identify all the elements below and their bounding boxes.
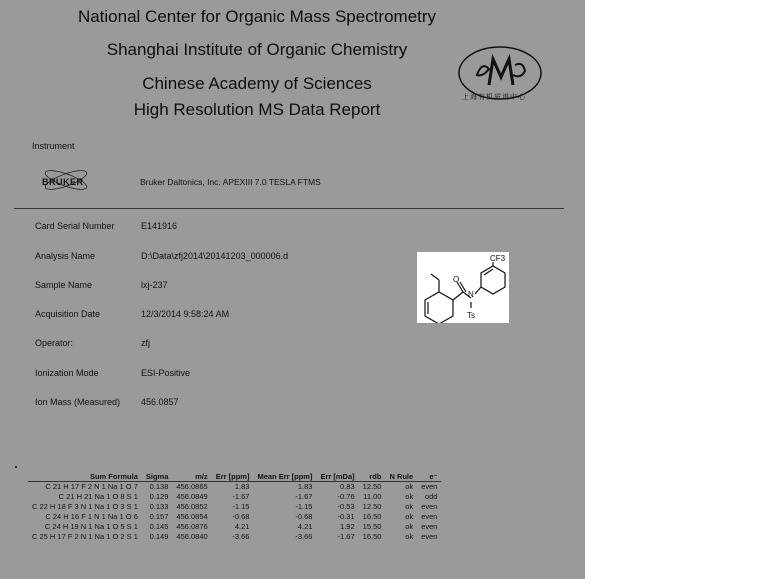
cell-electron: even	[421, 512, 438, 521]
logo-caption: 上海有机质谱中心	[462, 94, 526, 101]
cell-mean-err-ppm: -0.68	[295, 512, 313, 521]
cell-mean-err-ppm: -1.15	[295, 502, 313, 511]
field-value-acquisition-date: 12/3/2014 9:58:24 AM	[141, 309, 230, 319]
field-label-analysis-name: Analysis Name	[35, 251, 96, 261]
cell-sigma: 0.149	[149, 532, 169, 541]
cell-n-rule: ok	[405, 512, 414, 521]
cell-mz: 456.0852	[176, 502, 208, 511]
field-label-acquisition-date: Acquisition Date	[35, 309, 101, 319]
bruker-wordmark: BRUKER	[42, 177, 84, 187]
cell-mz: 456.0865	[176, 482, 208, 491]
cell-err-mda: 0.83	[340, 482, 355, 491]
chemical-structure-image	[417, 252, 509, 323]
table-row	[28, 482, 441, 493]
cell-rdb: 16.50	[362, 532, 382, 541]
col-header-sum-formula: Sum Formula	[28, 472, 142, 482]
cell-formula: C 24 H 19 N 1 Na 1 O 5 S 1	[44, 522, 138, 531]
cell-formula: C 21 H 21 Na 1 O 8 S 1	[58, 492, 138, 501]
report-title-line2: Shanghai Institute of Organic Chemistry	[106, 40, 408, 59]
cell-mz: 456.0849	[176, 492, 208, 501]
cell-n-rule: ok	[405, 522, 414, 531]
field-label-card-serial: Card Serial Number	[35, 221, 115, 231]
structure-cf3-label: CF3	[490, 254, 506, 263]
cell-err-ppm: -3.66	[232, 532, 250, 541]
formula-results-table	[28, 472, 441, 542]
col-header-mz: m/z	[172, 472, 211, 482]
cell-formula: C 24 H 16 F 1 N 1 Na 1 O 6	[45, 512, 138, 521]
cell-err-ppm: 1.83	[234, 482, 250, 491]
col-header-err-mda: Err [mDa]	[316, 472, 358, 482]
cell-rdb: 11.00	[363, 492, 382, 501]
cell-mz: 456.0854	[176, 512, 208, 521]
cell-err-mda: -0.53	[337, 502, 355, 511]
cell-n-rule: ok	[405, 492, 414, 501]
report-title-line1: National Center for Organic Mass Spectrometry	[77, 7, 437, 26]
cell-err-ppm: -0.68	[232, 512, 250, 521]
col-header-mean-err-ppm: Mean Err [ppm]	[253, 472, 316, 482]
cell-rdb: 15.50	[362, 522, 382, 531]
field-label-operator: Operator:	[35, 338, 74, 348]
scan-speck	[15, 466, 17, 468]
cell-mz: 456.0876	[176, 522, 208, 531]
cell-mean-err-ppm: -1.67	[295, 492, 313, 501]
cell-err-mda: -1.67	[337, 532, 355, 541]
table-row	[28, 532, 441, 542]
cell-sigma: 0.138	[149, 482, 169, 491]
cell-mean-err-ppm: -3.66	[295, 532, 313, 541]
table-row	[28, 522, 441, 532]
field-value-card-serial: E141916	[141, 221, 178, 231]
col-header-rdb: rdb	[359, 472, 386, 482]
cell-err-ppm: -1.67	[232, 492, 250, 501]
cell-n-rule: ok	[405, 532, 414, 541]
field-value-analysis-name: D:\Data\zfj2014\20141203_000006.d	[141, 251, 289, 261]
field-label-ionization-mode: Ionization Mode	[35, 368, 99, 378]
col-header-err-ppm: Err [ppm]	[212, 472, 254, 482]
table-header-row	[28, 472, 441, 482]
report-title-line4: High Resolution MS Data Report	[133, 100, 381, 119]
instrument-label: Instrument	[32, 141, 75, 151]
cell-sigma: 0.129	[149, 492, 169, 501]
cell-sigma: 0.145	[149, 522, 169, 531]
table-row	[28, 502, 441, 512]
cell-formula: C 21 H 17 F 2 N 1 Na 1 O 7	[45, 482, 138, 491]
cell-electron: even	[421, 522, 438, 531]
structure-ts-label: Ts	[467, 311, 475, 320]
field-label-ion-mass: Ion Mass (Measured)	[35, 397, 121, 407]
cell-sigma: 0.157	[149, 512, 169, 521]
field-value-sample-name: lxj-237	[141, 280, 168, 290]
field-label-sample-name: Sample Name	[35, 280, 93, 290]
cell-err-ppm: 4.21	[234, 522, 250, 531]
table-row	[28, 512, 441, 522]
cell-rdb: 12.50	[362, 482, 382, 491]
report-title-line3: Chinese Academy of Sciences	[142, 74, 372, 93]
cell-electron: odd	[424, 492, 438, 501]
col-header-sigma: Sigma	[142, 472, 173, 482]
instrument-value: Bruker Daltonics, Inc. APEXIII 7.0 TESLA FTMS	[140, 177, 321, 187]
cell-rdb: 16.50	[362, 512, 382, 521]
cell-err-mda: 1.92	[340, 522, 355, 531]
col-header-electron: e⁻	[417, 472, 441, 482]
cell-electron: even	[421, 502, 438, 511]
cell-mean-err-ppm: 4.21	[297, 522, 313, 531]
cell-rdb: 12.50	[362, 502, 382, 511]
cell-err-mda: -0.76	[337, 492, 355, 501]
cell-n-rule: ok	[405, 502, 414, 511]
field-value-operator: zfj	[141, 338, 150, 348]
cell-err-ppm: -1.15	[232, 502, 250, 511]
cell-sigma: 0.133	[149, 502, 169, 511]
cell-formula: C 25 H 17 F 2 N 1 Na 1 O 2 S 1	[32, 532, 138, 541]
divider	[14, 208, 564, 209]
cell-n-rule: ok	[405, 482, 414, 491]
col-header-n-rule: N Rule	[385, 472, 417, 482]
cell-electron: even	[421, 482, 438, 491]
structure-n-label: N	[468, 290, 474, 299]
cell-mean-err-ppm: 1.83	[297, 482, 313, 491]
cell-mz: 456.0840	[176, 532, 208, 541]
cell-electron: even	[421, 532, 438, 541]
structure-o-label: O	[453, 275, 460, 284]
field-value-ionization-mode: ESI-Positive	[141, 368, 191, 378]
cell-err-mda: -0.31	[337, 512, 355, 521]
cell-formula: C 22 H 18 F 3 N 1 Na 1 O 3 S 1	[32, 502, 138, 511]
table-row	[28, 492, 441, 502]
field-value-ion-mass: 456.0857	[141, 397, 179, 407]
